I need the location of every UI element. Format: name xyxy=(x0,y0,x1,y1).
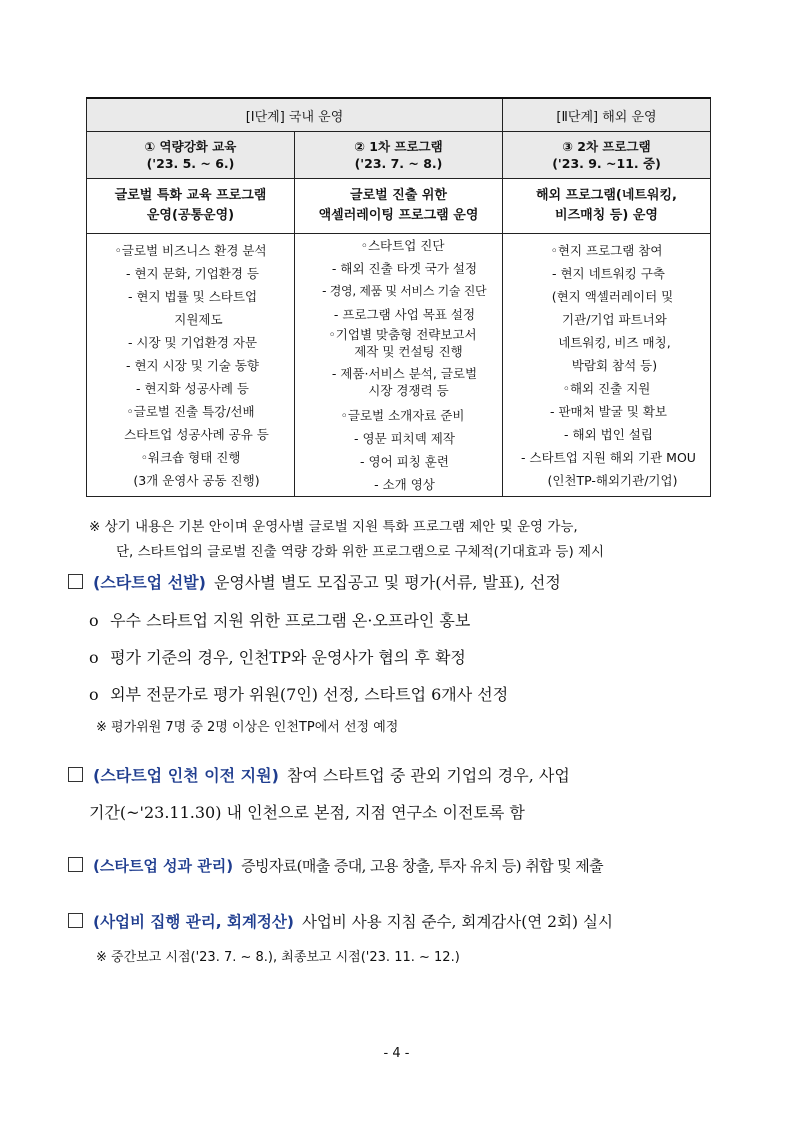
list-item-line: ◦기업별 맞춤형 전략보고서 xyxy=(328,327,477,342)
section-body: 사업비 사용 지침 준수, 회계감사(연 2회) 실시 xyxy=(301,913,613,931)
program-title-1 xyxy=(87,179,295,234)
title-line: 액셀러레이팅 프로그램 운영 xyxy=(318,208,479,223)
phase-2-header xyxy=(295,132,503,179)
checkbox-square-icon xyxy=(68,767,83,782)
list-item: - 해외 법인 설립 xyxy=(560,426,653,442)
list-item: (3개 운영사 공동 진행) xyxy=(121,472,260,488)
selection-item: o 평가 기준의 경우, 인천TP와 운영사가 협의 후 확정 xyxy=(89,648,466,667)
phase-1-header xyxy=(87,132,295,179)
phase-period: ('23. 5. ~ 6.) xyxy=(146,156,235,171)
title-line: 운영(공통운영) xyxy=(146,208,235,223)
budget-note: ※ 중간보고 시점('23. 7. ~ 8.), 최종보고 시점('23. 11. ~ 12.) xyxy=(96,950,460,965)
stage-overseas-header: [Ⅱ단계] 해외 운영 xyxy=(503,98,711,132)
list-item: 기관/기업 파트너와 xyxy=(546,311,667,327)
stage-domestic-header: [Ⅰ단계] 국내 운영 xyxy=(87,98,503,132)
list-item: - 해외 진출 타겟 국가 설정 xyxy=(327,261,478,276)
list-item: 박람회 참석 등) xyxy=(555,357,658,373)
title-line: 글로벌 특화 교육 프로그램 xyxy=(114,188,267,203)
section-heading: (스타트업 선발) xyxy=(93,573,206,592)
list-item: - 현지 시장 및 기술 동향 xyxy=(121,357,260,373)
phase-3-header xyxy=(503,132,711,179)
list-item: 네트워킹, 비즈 매칭, xyxy=(542,334,671,350)
list-item-line: 시장 경쟁력 등 xyxy=(368,383,449,398)
list-item: (인천TP-해외기관/기업) xyxy=(535,472,678,488)
phase-name: ③ 2차 프로그램 xyxy=(562,139,651,154)
section-body: 운영사별 별도 모집공고 및 평가(서류, 발표), 선정 xyxy=(213,573,561,592)
list-item-line: - 제품·서비스 분석, 글로벌 xyxy=(327,366,478,381)
selection-item: o 외부 전문가로 평가 위원(7인) 선정, 스타트업 6개사 선정 xyxy=(89,685,509,704)
list-item: - 프로그램 사업 목표 설정 xyxy=(329,307,476,322)
section-selection xyxy=(68,570,561,593)
bullet-marker: o xyxy=(89,648,99,667)
selection-note: ※ 평가위원 7명 중 2명 이상은 인천TP에서 선정 예정 xyxy=(96,720,399,735)
note-line: ※ 상기 내용은 기본 안이며 운영사별 글로벌 지원 특화 프로그램 제안 및 운영 가능, xyxy=(89,519,578,535)
list-item: - 현지화 성공사례 등 xyxy=(131,380,249,396)
section-budget xyxy=(68,910,613,932)
page-number: - 4 - xyxy=(383,1046,410,1061)
section-body: 참여 스타트업 중 관외 기업의 경우, 사업 xyxy=(286,766,570,785)
title-line: 비즈매칭 등) 운영 xyxy=(555,208,658,223)
list-item: - 판매처 발굴 및 확보 xyxy=(546,403,667,419)
list-item: - 경영, 제품 및 서비스 기술 진단 xyxy=(318,284,487,298)
program-title-2 xyxy=(295,179,503,234)
section-heading: (스타트업 인천 이전 지원) xyxy=(93,766,279,785)
list-item: - 영문 피치덱 제작 xyxy=(350,431,455,446)
checkbox-square-icon xyxy=(68,913,83,928)
list-item: - 현지 네트워킹 구축 xyxy=(547,265,665,281)
program-title-3 xyxy=(503,179,711,234)
list-item: ◦스타트업 진단 xyxy=(360,238,445,253)
list-item xyxy=(303,326,502,360)
program-details-1 xyxy=(87,234,295,497)
program-details-2 xyxy=(295,234,503,497)
phase-name: ① 역량강화 교육 xyxy=(144,139,237,154)
list-item: ◦해외 진출 지원 xyxy=(562,380,651,396)
relocation-continuation: 기간(~'23.11.30) 내 인천으로 본점, 지점 연구소 이전토록 함 xyxy=(89,803,525,822)
list-item: - 소개 영상 xyxy=(370,477,435,492)
checkbox-square-icon xyxy=(68,574,83,589)
table-note xyxy=(89,515,604,565)
list-item: 지원제도 xyxy=(158,311,223,327)
list-item: ◦현지 프로그램 참여 xyxy=(550,242,663,258)
list-item: ◦글로벌 진출 특강/선배 xyxy=(126,403,255,419)
list-item: - 시장 및 기업환경 자문 xyxy=(123,334,258,350)
program-table xyxy=(86,97,711,497)
list-item: ◦워크숍 형태 진행 xyxy=(140,449,241,465)
list-item: - 영어 피칭 훈련 xyxy=(356,454,449,469)
list-item: ◦글로벌 비즈니스 환경 분석 xyxy=(114,242,267,258)
phase-name: ② 1차 프로그램 xyxy=(354,139,443,154)
list-item xyxy=(303,365,502,399)
section-heading: (사업비 집행 관리, 회계정산) xyxy=(93,913,294,931)
note-line: 단, 스타트업의 글로벌 진출 역량 강화 위한 프로그램으로 구체적(기대효과 등) 제시 xyxy=(116,544,605,560)
bullet-marker: o xyxy=(89,685,99,704)
section-performance xyxy=(68,855,603,876)
bullet-marker: o xyxy=(89,611,99,630)
program-details-3 xyxy=(503,234,711,497)
list-item: (현지 액셀러레이터 및 xyxy=(539,288,674,304)
section-relocation xyxy=(68,763,570,786)
phase-period: ('23. 9. ~11. 중) xyxy=(552,156,661,171)
title-line: 해외 프로그램(네트워킹, xyxy=(536,188,677,203)
selection-item: o 우수 스타트업 지원 위한 프로그램 온·오프라인 홍보 xyxy=(89,611,471,630)
checkbox-square-icon xyxy=(68,857,83,872)
list-item: - 현지 문화, 기업환경 등 xyxy=(121,265,260,281)
list-item-line: 제작 및 컨설팅 진행 xyxy=(354,344,463,359)
phase-period: ('23. 7. ~ 8.) xyxy=(354,156,443,171)
list-item: - 현지 법률 및 스타트업 xyxy=(123,288,258,304)
list-item: 스타트업 성공사례 공유 등 xyxy=(112,426,269,442)
section-body: 증빙자료(매출 증대, 고용 창출, 투자 유치 등) 취합 및 제출 xyxy=(241,857,604,875)
title-line: 글로벌 진출 위한 xyxy=(350,188,447,203)
list-item: ◦글로벌 소개자료 준비 xyxy=(340,408,465,423)
section-heading: (스타트업 성과 관리) xyxy=(93,857,234,875)
list-item: - 스타트업 지원 해외 기관 MOU xyxy=(517,449,696,465)
